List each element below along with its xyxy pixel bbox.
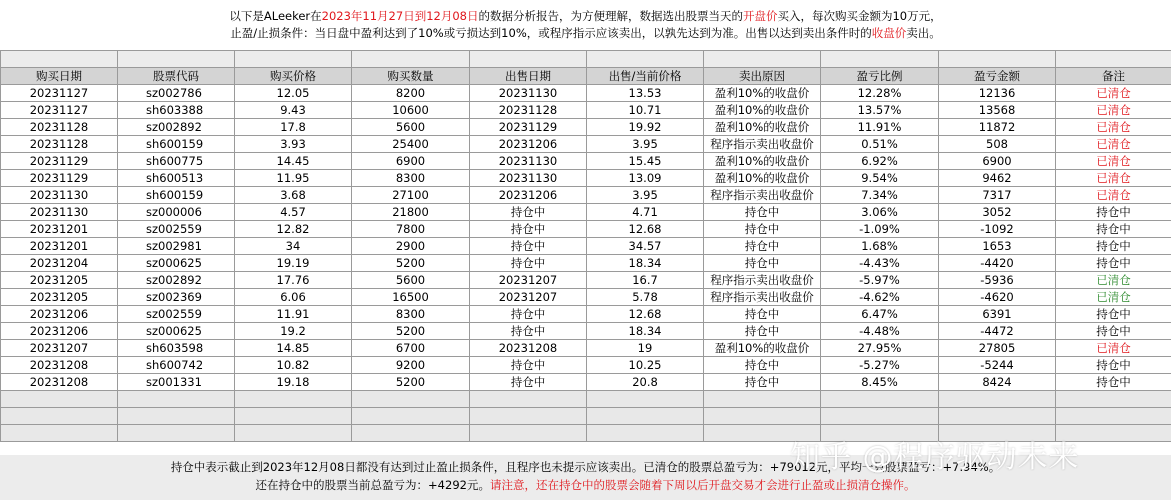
table-cell[interactable]: 27100	[352, 187, 470, 204]
table-cell[interactable]: -1.09%	[821, 221, 939, 238]
table-cell[interactable]: -1092	[939, 221, 1056, 238]
table-cell[interactable]: 11.91	[235, 306, 352, 323]
table-cell[interactable]: 持仓中	[704, 204, 821, 221]
table-row	[1, 170, 1171, 187]
empty-cell[interactable]	[821, 391, 939, 408]
table-row	[1, 85, 1171, 102]
table-row	[1, 119, 1171, 136]
table-row	[1, 153, 1171, 170]
footer-line-2	[0, 476, 1171, 494]
table-cell[interactable]: 持仓中	[470, 204, 587, 221]
table-cell[interactable]: 6391	[939, 306, 1056, 323]
table-row	[1, 272, 1171, 289]
column-header[interactable]: 购买价格	[235, 68, 352, 85]
empty-cell[interactable]	[118, 425, 235, 442]
table-cell[interactable]: -4.62%	[821, 289, 939, 306]
table-cell[interactable]: 5600	[352, 119, 470, 136]
empty-cell[interactable]	[1, 408, 118, 425]
table-cell[interactable]: 4.57	[235, 204, 352, 221]
empty-cell[interactable]	[352, 425, 470, 442]
table-cell[interactable]: -4.48%	[821, 323, 939, 340]
table-cell[interactable]: -4472	[939, 323, 1056, 340]
table-cell[interactable]: 10.82	[235, 357, 352, 374]
table-cell[interactable]: 6900	[939, 153, 1056, 170]
table-cell[interactable]: 20231207	[1, 340, 118, 357]
table-cell[interactable]: -5.27%	[821, 357, 939, 374]
table-row	[1, 238, 1171, 255]
table-cell[interactable]: 9200	[352, 357, 470, 374]
table-cell[interactable]: 持仓中	[1056, 221, 1171, 238]
table-cell[interactable]: 程序指示卖出收盘价	[704, 272, 821, 289]
table-cell[interactable]: 3.95	[587, 136, 704, 153]
table-header-row	[1, 68, 1171, 85]
empty-cell[interactable]	[821, 408, 939, 425]
table-cell[interactable]: 20231205	[1, 289, 118, 306]
table-cell[interactable]: 持仓中	[470, 357, 587, 374]
table-cell[interactable]: 20231128	[470, 102, 587, 119]
table-cell[interactable]: 已清仓	[1056, 170, 1171, 187]
table-cell[interactable]: 20231130	[1, 204, 118, 221]
column-header[interactable]: 卖出原因	[704, 68, 821, 85]
table-cell[interactable]: 27.95%	[821, 340, 939, 357]
table-row	[1, 102, 1171, 119]
table-cell[interactable]: 13.09	[587, 170, 704, 187]
empty-cell[interactable]	[118, 408, 235, 425]
table-row	[1, 255, 1171, 272]
column-header[interactable]: 出售/当前价格	[587, 68, 704, 85]
table-cell[interactable]: 程序指示卖出收盘价	[704, 136, 821, 153]
empty-cell[interactable]	[587, 408, 704, 425]
table-cell[interactable]: 17.8	[235, 119, 352, 136]
column-header[interactable]: 股票代码	[118, 68, 235, 85]
table-cell[interactable]: sz002559	[118, 221, 235, 238]
table-cell[interactable]: 持仓中	[1056, 306, 1171, 323]
table-cell[interactable]: 20231130	[470, 170, 587, 187]
table-cell[interactable]: 16.7	[587, 272, 704, 289]
table-cell[interactable]: sh600742	[118, 357, 235, 374]
table-cell[interactable]: 1653	[939, 238, 1056, 255]
table-cell[interactable]: sz002559	[118, 306, 235, 323]
table-cell[interactable]: 13.53	[587, 85, 704, 102]
table-cell[interactable]: 20231205	[1, 272, 118, 289]
table-cell[interactable]: 已清仓	[1056, 289, 1171, 306]
header-open-price: 开盘价	[742, 9, 778, 23]
footer-holding-total: 还在持仓中的股票当前总盈亏为：+4292元。	[255, 478, 490, 492]
empty-cell[interactable]	[587, 425, 704, 442]
table-cell[interactable]: 19.92	[587, 119, 704, 136]
table-cell[interactable]: -4420	[939, 255, 1056, 272]
table-cell[interactable]: 6.92%	[821, 153, 939, 170]
column-header[interactable]: 购买数量	[352, 68, 470, 85]
table-cell[interactable]: 持仓中	[470, 255, 587, 272]
table-cell[interactable]: 20231130	[470, 153, 587, 170]
table-cell[interactable]: 20231128	[1, 136, 118, 153]
table-cell[interactable]: 34	[235, 238, 352, 255]
table-cell[interactable]: 20231129	[1, 170, 118, 187]
table-cell[interactable]: 8.45%	[821, 374, 939, 391]
empty-cell[interactable]	[352, 408, 470, 425]
table-cell[interactable]: 12.82	[235, 221, 352, 238]
watermark-text: 知乎 @程序驱动未来	[790, 440, 1080, 475]
table-cell[interactable]: 13568	[939, 102, 1056, 119]
table-cell[interactable]: 20231130	[470, 85, 587, 102]
table-cell[interactable]: 11872	[939, 119, 1056, 136]
table-cell[interactable]: 20.8	[587, 374, 704, 391]
table-cell[interactable]: 20231201	[1, 238, 118, 255]
table-cell[interactable]: 10.25	[587, 357, 704, 374]
table-cell[interactable]: -4620	[939, 289, 1056, 306]
table-cell[interactable]: 20231129	[1, 153, 118, 170]
table-cell[interactable]: sz000625	[118, 255, 235, 272]
spacer-row	[1, 51, 1171, 68]
empty-cell[interactable]	[1056, 391, 1171, 408]
table-cell[interactable]: 6900	[352, 153, 470, 170]
table-cell[interactable]: sh600159	[118, 187, 235, 204]
table-cell[interactable]: 17.76	[235, 272, 352, 289]
table-cell[interactable]: 持仓中	[704, 357, 821, 374]
table-cell[interactable]: 7.34%	[821, 187, 939, 204]
table-cell[interactable]: 3.95	[587, 187, 704, 204]
table-cell[interactable]: -4.43%	[821, 255, 939, 272]
table-cell[interactable]: 19.18	[235, 374, 352, 391]
table-cell[interactable]: 持仓中	[1056, 357, 1171, 374]
table-cell[interactable]: 盈利10%的收盘价	[704, 85, 821, 102]
column-header[interactable]: 备注	[1056, 68, 1171, 85]
table-cell[interactable]: 持仓中	[470, 306, 587, 323]
table-cell[interactable]: 12.68	[587, 306, 704, 323]
table-cell[interactable]: 持仓中	[1056, 238, 1171, 255]
table-cell[interactable]: 15.45	[587, 153, 704, 170]
table-cell[interactable]: 5.78	[587, 289, 704, 306]
table-row	[1, 221, 1171, 238]
table-cell[interactable]: sz002892	[118, 119, 235, 136]
table-cell[interactable]: 8200	[352, 85, 470, 102]
table-cell[interactable]: 已清仓	[1056, 102, 1171, 119]
spreadsheet-grid[interactable]	[0, 50, 1171, 442]
empty-cell[interactable]	[470, 391, 587, 408]
table-cell[interactable]: 持仓中	[470, 221, 587, 238]
table-cell[interactable]: sh600513	[118, 170, 235, 187]
table-row	[1, 323, 1171, 340]
table-cell[interactable]: sz000006	[118, 204, 235, 221]
table-cell[interactable]: 已清仓	[1056, 119, 1171, 136]
table-cell[interactable]: sh603388	[118, 102, 235, 119]
table-row	[1, 374, 1171, 391]
table-cell[interactable]: 9.43	[235, 102, 352, 119]
empty-cell[interactable]	[235, 391, 352, 408]
table-cell[interactable]: 已清仓	[1056, 136, 1171, 153]
table-cell[interactable]: 20231208	[1, 374, 118, 391]
table-cell[interactable]: 12.05	[235, 85, 352, 102]
table-cell[interactable]: 盈利10%的收盘价	[704, 170, 821, 187]
table-cell[interactable]: 6.47%	[821, 306, 939, 323]
table-cell[interactable]: sz002981	[118, 238, 235, 255]
table-cell[interactable]: 20231207	[470, 289, 587, 306]
table-cell[interactable]: 20231204	[1, 255, 118, 272]
table-cell[interactable]: 3052	[939, 204, 1056, 221]
table-cell[interactable]: 12.68	[587, 221, 704, 238]
table-cell[interactable]: 持仓中	[1056, 255, 1171, 272]
table-cell[interactable]: 已清仓	[1056, 272, 1171, 289]
table-cell[interactable]: 8300	[352, 170, 470, 187]
header-line-2	[0, 25, 1171, 42]
table-row	[1, 306, 1171, 323]
table-row	[1, 187, 1171, 204]
empty-row	[1, 408, 1171, 425]
table-cell[interactable]: 持仓中	[1056, 323, 1171, 340]
header-text: 以下是ALeeker在	[229, 9, 322, 23]
table-cell[interactable]: 5200	[352, 374, 470, 391]
table-cell[interactable]: 持仓中	[704, 323, 821, 340]
table-cell[interactable]: sz002892	[118, 272, 235, 289]
table-cell[interactable]: 8424	[939, 374, 1056, 391]
table-cell[interactable]: 3.93	[235, 136, 352, 153]
table-row	[1, 340, 1171, 357]
table-cell[interactable]: 7317	[939, 187, 1056, 204]
header-text: 的数据分析报告，为方便理解，数据选出股票当天的	[478, 9, 743, 23]
column-header[interactable]: 盈亏比例	[821, 68, 939, 85]
table-cell[interactable]: sz002786	[118, 85, 235, 102]
header-line-1	[0, 8, 1171, 25]
header-close-price: 收盘价	[871, 26, 907, 40]
table-cell[interactable]: 20231208	[1, 357, 118, 374]
empty-cell[interactable]	[118, 391, 235, 408]
table-cell[interactable]: 5600	[352, 272, 470, 289]
table-cell[interactable]: 18.34	[587, 323, 704, 340]
table-cell[interactable]: sz002369	[118, 289, 235, 306]
table-cell[interactable]: 20231201	[1, 221, 118, 238]
empty-cell[interactable]	[352, 391, 470, 408]
table-cell[interactable]: 程序指示卖出收盘价	[704, 289, 821, 306]
empty-cell[interactable]	[470, 425, 587, 442]
table-cell[interactable]: 持仓中	[470, 238, 587, 255]
table-cell[interactable]: 20231129	[470, 119, 587, 136]
table-cell[interactable]: 5200	[352, 255, 470, 272]
table-row	[1, 357, 1171, 374]
table-row	[1, 289, 1171, 306]
table-cell[interactable]: 20231127	[1, 102, 118, 119]
table-cell[interactable]: 9462	[939, 170, 1056, 187]
table-cell[interactable]: 14.45	[235, 153, 352, 170]
table-cell[interactable]: 14.85	[235, 340, 352, 357]
table-cell[interactable]: 3.06%	[821, 204, 939, 221]
table-cell[interactable]: 11.91%	[821, 119, 939, 136]
empty-cell[interactable]	[235, 408, 352, 425]
table-row	[1, 204, 1171, 221]
table-cell[interactable]: 7800	[352, 221, 470, 238]
table-cell[interactable]: -5244	[939, 357, 1056, 374]
empty-cell[interactable]	[939, 391, 1056, 408]
empty-cell[interactable]	[1056, 408, 1171, 425]
table-cell[interactable]: 持仓中	[470, 323, 587, 340]
table-cell[interactable]: 20231127	[1, 85, 118, 102]
table-cell[interactable]: sz001331	[118, 374, 235, 391]
table-cell[interactable]: 20231206	[1, 306, 118, 323]
report-header	[0, 0, 1171, 50]
table-cell[interactable]: 10600	[352, 102, 470, 119]
table-cell[interactable]: 18.34	[587, 255, 704, 272]
table-cell[interactable]: 27805	[939, 340, 1056, 357]
header-date-range: 2023年11月27日到12月08日	[321, 9, 479, 23]
column-header[interactable]: 盈亏金额	[939, 68, 1056, 85]
table-cell[interactable]: 0.51%	[821, 136, 939, 153]
header-text: 卖出。	[906, 26, 941, 40]
table-cell[interactable]: -5.97%	[821, 272, 939, 289]
table-cell[interactable]: 20231206	[470, 187, 587, 204]
table-cell[interactable]: 持仓中	[704, 306, 821, 323]
table-cell[interactable]: sz000625	[118, 323, 235, 340]
table-cell[interactable]: 已清仓	[1056, 340, 1171, 357]
table-cell[interactable]: 持仓中	[704, 238, 821, 255]
table-cell[interactable]: -5936	[939, 272, 1056, 289]
table-cell[interactable]: 10.71	[587, 102, 704, 119]
header-text: 止盈/止损条件：当日盘中盈利达到了10%或亏损达到10%，或程序指示应该卖出，以孰先达到为准。出售以达到卖出条件时的	[230, 26, 872, 40]
table-cell[interactable]: 5200	[352, 323, 470, 340]
table-cell[interactable]: 持仓中	[1056, 374, 1171, 391]
empty-cell[interactable]	[1, 425, 118, 442]
table-cell[interactable]: 程序指示卖出收盘价	[704, 187, 821, 204]
table-cell[interactable]: 盈利10%的收盘价	[704, 340, 821, 357]
column-header[interactable]: 出售日期	[470, 68, 587, 85]
table-cell[interactable]: 20231128	[1, 119, 118, 136]
table-cell[interactable]: 25400	[352, 136, 470, 153]
table-cell[interactable]: 19	[587, 340, 704, 357]
footer-line-1: 持仓中表示截止到2023年12月08日都没有达到过止盈止损条件，且程序也未提示应该卖出。已清仓的股票总盈亏为：+79012元，平均一只股票盈亏：+7.94%。	[170, 460, 1001, 474]
table-cell[interactable]: 持仓中	[704, 221, 821, 238]
table-cell[interactable]: 508	[939, 136, 1056, 153]
empty-cell[interactable]	[587, 391, 704, 408]
table-cell[interactable]: 13.57%	[821, 102, 939, 119]
table-cell[interactable]: 2900	[352, 238, 470, 255]
table-cell[interactable]: 20231208	[470, 340, 587, 357]
table-cell[interactable]: 20231206	[470, 136, 587, 153]
table-cell[interactable]: 20231207	[470, 272, 587, 289]
table-cell[interactable]: 已清仓	[1056, 153, 1171, 170]
empty-cell[interactable]	[704, 391, 821, 408]
empty-cell[interactable]	[704, 408, 821, 425]
empty-row	[1, 391, 1171, 408]
table-cell[interactable]: 盈利10%的收盘价	[704, 119, 821, 136]
table-cell[interactable]: 3.68	[235, 187, 352, 204]
table-cell[interactable]: 持仓中	[470, 374, 587, 391]
table-row	[1, 136, 1171, 153]
footer-notice: 请注意，还在持仓中的股票会随着下周以后开盘交易才会进行止盈或止损清仓操作。	[489, 478, 916, 492]
empty-cell[interactable]	[1, 391, 118, 408]
table-cell[interactable]: 盈利10%的收盘价	[704, 102, 821, 119]
empty-cell[interactable]	[470, 408, 587, 425]
empty-cell[interactable]	[939, 408, 1056, 425]
table-cell[interactable]: 12136	[939, 85, 1056, 102]
table-cell[interactable]: 11.95	[235, 170, 352, 187]
table-cell[interactable]: 20231206	[1, 323, 118, 340]
table-cell[interactable]: 4.71	[587, 204, 704, 221]
column-header[interactable]: 购买日期	[1, 68, 118, 85]
table-cell[interactable]: 21800	[352, 204, 470, 221]
table-cell[interactable]: 已清仓	[1056, 85, 1171, 102]
header-text: 买入，每次购买金额为10万元，	[777, 9, 942, 23]
empty-cell[interactable]	[235, 425, 352, 442]
table-cell[interactable]: 12.28%	[821, 85, 939, 102]
table-cell[interactable]: 持仓中	[704, 255, 821, 272]
table-cell[interactable]: 34.57	[587, 238, 704, 255]
table-cell[interactable]: sh600775	[118, 153, 235, 170]
table-cell[interactable]: 8300	[352, 306, 470, 323]
table-cell[interactable]: 持仓中	[704, 374, 821, 391]
table-cell[interactable]: sh600159	[118, 136, 235, 153]
table-cell[interactable]: 已清仓	[1056, 187, 1171, 204]
table-cell[interactable]: 9.54%	[821, 170, 939, 187]
table-cell[interactable]: 19.2	[235, 323, 352, 340]
table-cell[interactable]: 6.06	[235, 289, 352, 306]
table-cell[interactable]: 盈利10%的收盘价	[704, 153, 821, 170]
table-cell[interactable]: 持仓中	[1056, 204, 1171, 221]
table-cell[interactable]: 1.68%	[821, 238, 939, 255]
trade-table	[0, 50, 1171, 442]
table-cell[interactable]: 20231130	[1, 187, 118, 204]
table-cell[interactable]: sh603598	[118, 340, 235, 357]
table-cell[interactable]: 19.19	[235, 255, 352, 272]
table-cell[interactable]: 6700	[352, 340, 470, 357]
table-cell[interactable]: 16500	[352, 289, 470, 306]
